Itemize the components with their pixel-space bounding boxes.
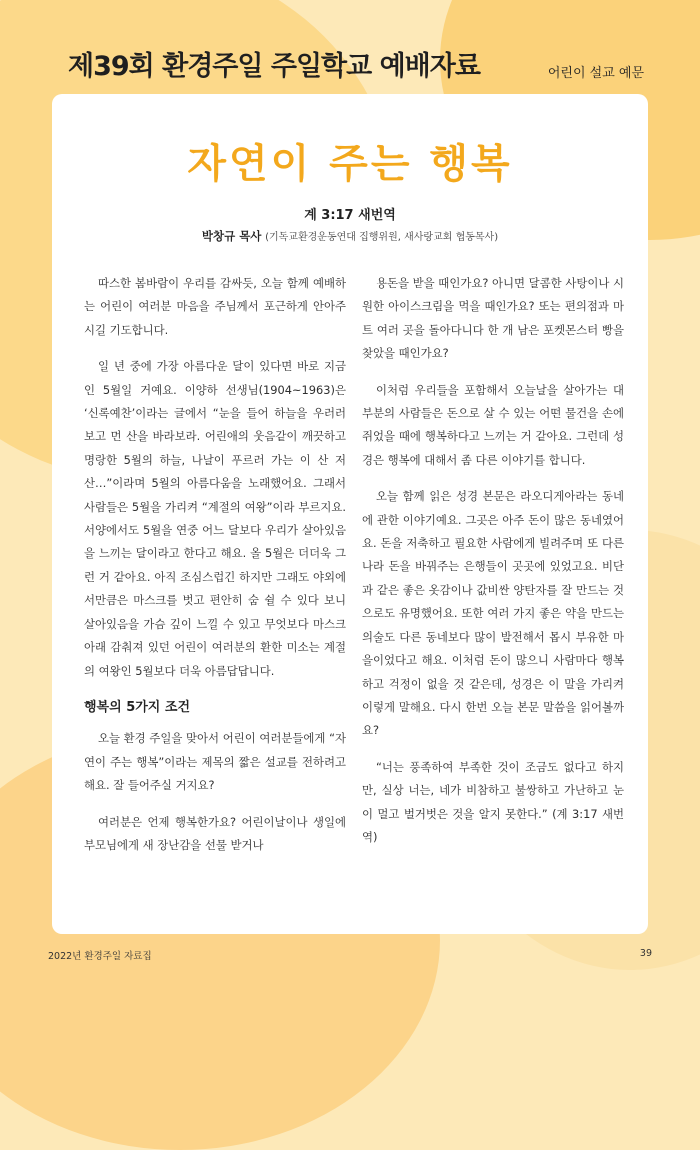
document-header-subtitle: 어린이 설교 예문 <box>547 66 644 81</box>
scripture-quote: “너는 풍족하여 부족한 것이 조금도 없다고 하지만, 실상 너는, 네가 비참하고 불쌍하고 가난하고 눈이 멀고 벌거벗은 것을 알지 못한다.” (계 3:17 새번역) <box>362 759 624 844</box>
text-column-left <box>84 272 346 870</box>
paragraph: 따스한 봄바람이 우리를 감싸듯, 오늘 함께 예배하는 어린이 여러분 마음을 주님께서 포근하게 안아주시길 기도합니다. <box>84 276 346 337</box>
paragraph: 이처럼 우리들을 포함해서 오늘날을 살아가는 대부분의 사람들은 돈으로 살 수 있는 어떤 물건을 손에 쥐었을 때에 행복하다고 느끼는 거 같아요. 그런데 성경은 행복에 대해서 좀 다른 이야기를 합니다. <box>362 382 624 467</box>
sermon-title: 자연이 주는 행복 <box>187 141 513 187</box>
text-column-right <box>362 272 624 862</box>
paragraph: 여러분은 언제 행복한가요? 어린이날이나 생일에 부모님에게 새 장난감을 선물 받거나 <box>84 814 346 852</box>
scripture-reference: 계 3:17 새번역 <box>304 208 396 223</box>
footer-publication: 2022년 환경주일 자료집 <box>48 951 152 962</box>
author-name: 박창규 목사 <box>201 229 262 243</box>
page-number: 39 <box>639 948 652 959</box>
document-header-title: 제39회 환경주일 주일학교 예배자료 <box>68 51 480 82</box>
paragraph: 오늘 환경 주일을 맞아서 어린이 여러분들에게 “자연이 주는 행복”이라는 제목의 짧은 설교를 전하려고 해요. 잘 들어주실 거지요? <box>84 731 346 793</box>
paragraph: 용돈을 받을 때인가요? 아니면 달콤한 사탕이나 시원한 아이스크림을 먹을 때인가요? 또는 편의점과 마트 여러 곳을 돌아다니다 한 개 남은 포켓몬스터 빵을 찾았을 때인가요? <box>362 276 624 361</box>
section-heading: 행복의 5가지 조건 <box>84 699 191 715</box>
paragraph: 오늘 함께 읽은 성경 본문은 라오디게아라는 동네에 관한 이야기예요. 그곳은 아주 돈이 많은 동네였어요. 돈을 저축하고 필요한 사람에게 빌려주며 또 다른 나라 돈을 바꿔주는 은행들이 곳곳에 있었고요. 비단과 같은 좋은 옷감이나 값비싼 양탄자를 잘 만드는 것으로도 유명했어요. 또한 여러 가지 좋은 약을 만드는 의술도 다른 동네보다 많이 발전해서 몹시 부유한 마을이었다고 해요. 이처럼 돈이 많으니 사람마다 행복하고 걱정이 없을 것 같은데, 성경은 이 말을 가리켜 이렇게 말해요. 다시 한번 오늘 본문 말씀을 읽어볼까요? <box>362 489 624 738</box>
paragraph: 일 년 중에 가장 아름다운 달이 있다면 바로 지금인 5월일 거예요. 이양하 선생님(1904~1963)은 ‘신록예찬’이라는 글에서 “눈을 들어 하늘을 우러러보고 먼 산을 바라보라. 어린애의 웃음같이 깨끗하고 명랑한 5월의 하늘, 나날이 푸르러 가는 이 산 저 산…”이라며 5월의 아름다움을 노래했어요. 그래서 사람들은 5월을 가리켜 “계절의 여왕”이라 부르지요. 서양에서도 5월을 연중 어느 달보다 우리가 살아있음을 느끼는 달이라고 한다고 해요. 올 5월은 더더욱 그런 거 같아요. 아직 조심스럽긴 하지만 그래도 야외에서만큼은 마스크를 벗고 편안히 숨 쉴 수 있다 보니 살아있음을 가슴 깊이 느낄 수 있고 무엇보다 마스크 아래 감춰져 있던 어린이 여러분의 환한 미소는 계절의 여왕인 5월보다 더욱 아름답답니다. <box>84 359 346 678</box>
author-affiliation: (기독교환경운동연대 집행위원, 새사랑교회 협동목사) <box>265 232 499 243</box>
content-card <box>52 94 648 934</box>
author-line <box>52 228 648 244</box>
